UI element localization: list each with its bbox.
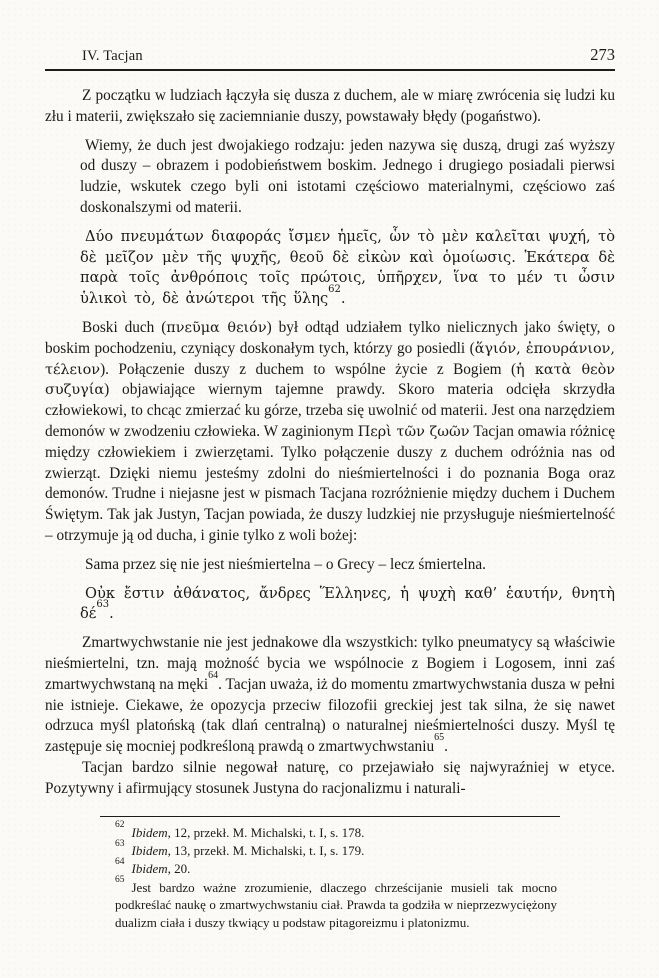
text-run: Z początku w ludziach łączyła się dusza z duchem, ale w miarę zwrócenia się ludzi ku złu i materii, zwiększało się zaciemnianie duszy, powstawały błędy (pogaństwo). <box>45 87 615 125</box>
text-run: Περὶ τῶν ζωῶν <box>357 423 470 440</box>
text-run: . Tacjan uważa, iż do momentu zmartwychwstania dusza w pełni nie istnieje. Ciekawe, że opozycja przeciw filozofii greckiej jest tak silna, że się nawet odrzuca myśl platońską (tak dlań centralną) o naturalnej nieśmiertelności duszy. Myśl tę zastępuje się mocniej podkreśloną prawdą o zmartwychwstaniu <box>45 675 615 756</box>
paragraph <box>80 227 615 310</box>
paragraph <box>80 555 615 576</box>
footnotes <box>115 820 557 931</box>
text-run: ἡ κατὰ θεὸν συζυγία <box>45 361 615 399</box>
footnote-marker: 63 <box>115 838 125 849</box>
footnote-marker: 62 <box>115 820 125 831</box>
page-number: 273 <box>590 45 615 64</box>
text-run: Boski duch ( <box>82 318 167 336</box>
footnote-ref: 65 <box>434 732 445 744</box>
text-run: Δύο πνευμάτων διαφοράς ἴσμεν ἡμεῖς, ὧν τὸ μὲν καλεῖται ψυχή, τὸ δὲ μεῖζον μὲν τῆς ψυχῆς, θεοῦ δὲ εἰκὼν καὶ ὁμοίωσις. Ἑκάτερα δὲ παρὰ τοῖς ἀνθρόποις τοῖς πρώτοις, ὑπῆρχεν, ἵνα το μέν τι ὦσιν ὑλικοὶ τὸ, δὲ ἀνώτεροι τῆς ὕλης <box>80 227 615 308</box>
footnote <box>115 856 557 877</box>
text-run: ) był odtąd udziałem tylko nielicznych jako święty, o boskim pochodzeniu, czyniący doskonałym tych, którzy go posiedli ( <box>45 318 616 357</box>
text-run: Wiemy, że duch jest dwojakiego rodzaju: jeden nazywa się duszą, drugi zaś wyższy od duszy – obrazem i podobieństwem boskim. Jednego i drugiego posiadali pierwsi ludzie, wskutek czego byli oni istotami częściowo materialnymi, częściowo zaś doskonalszymi od materii. <box>80 136 615 216</box>
text-run: Tacjan omawia różnicę między człowiekiem i zwierzętami. Tylko połączenie duszy z duchem odróżnia nas od zwierząt. Dzięki niemu jesteśmy zdolni do nieśmiertelności i do poznania Boga oraz demonów. Trudne i niejasne jest w pismach Tacjana rozróżnienie między duchem i Duchem Świętym. Tak jak Justyn, Tacjan powiada, że duszy ludzkiej nie przysługuje nieśmiertelność – otrzymuje ją od ducha, i ginie tylko z woli bożej: <box>45 422 616 544</box>
text-run: Sama przez się nie jest nieśmiertelna – o Grecy – lecz śmiertelna. <box>85 555 486 573</box>
text-run: Ibidem <box>131 824 168 840</box>
footnote-ref: 64 <box>208 669 219 681</box>
text-run: πνεῦμα θειόν <box>166 319 267 336</box>
text-run: . <box>340 290 346 308</box>
section-title: IV. Tacjan <box>82 48 143 64</box>
text-run: Ibidem <box>131 842 168 858</box>
text-run: . <box>444 738 448 756</box>
footnote <box>115 838 557 859</box>
body-text <box>45 86 615 800</box>
text-run: . <box>109 605 114 623</box>
text-run: Ibidem <box>131 861 168 877</box>
text-run: ) objawiające wiernym tajemne prawdy. Skoro materia odcięła skrzydła człowiekowi, to chcąc zmierzać ku górze, trzeba się uwolnić od materii. Jest ona narzędziem demonów w zwodzeniu człowieka. W zaginionym <box>45 381 615 440</box>
text-run: , 13, przekł. M. Michalski, t. I, s. 179. <box>167 842 365 858</box>
paragraph <box>45 318 615 547</box>
footnote <box>115 820 557 841</box>
text-run: , 20. <box>167 861 191 877</box>
text-run: Tacjan bardzo silnie negował naturę, co przejawiało się najwyraźniej w etyce. Pozytywny i afirmujący stosunek Justyna do racjonalizmu i naturali- <box>45 758 615 797</box>
footnote-ref: 63 <box>96 599 110 611</box>
text-run: , 12, przekł. M. Michalski, t. I, s. 178. <box>167 824 365 840</box>
text-run: Jest bardzo ważne zrozumienie, dlaczego chrześcijanie musieli tak mocno podkreślać naukę o zmartwychwstaniu ciał. Prawda ta godziła w nieprzezwyciężony dualizm ciała i duszy tkwiący u podstaw pitagoreizmu i platonizmu. <box>115 879 557 930</box>
footnote-marker: 64 <box>115 856 125 867</box>
text-run: ἅγιόν, ἐπουράνιον, τέλειον <box>45 340 615 378</box>
page-header <box>45 45 615 71</box>
paragraph <box>45 758 615 800</box>
text-run: ). Połączenie duszy z duchem to wspólne życie z Bogiem ( <box>100 360 517 378</box>
paragraph <box>80 584 615 626</box>
text-run: Zmartwychwstanie nie jest jednakowe dla wszystkich: tylko pneumatycy są właściwie nieśmiertelni, tzn. mają możność bycia we wspólnocie z Bogiem i Logosem, inni zaś zmartwychwstaną na męki <box>45 634 615 693</box>
footnote <box>115 875 557 931</box>
paragraph <box>45 86 615 128</box>
paragraph <box>45 633 615 758</box>
paragraph <box>80 136 615 219</box>
footnote-separator <box>100 816 560 817</box>
footnote-ref: 62 <box>328 284 341 296</box>
footnote-marker: 65 <box>115 875 125 886</box>
text-run: Οὐκ ἔστιν ἀθάνατος, ἄνδρες Ἕλληνες, ἡ ψυχὴ καθ’ ἑαυτήν, θνητὴ δέ <box>80 584 615 623</box>
